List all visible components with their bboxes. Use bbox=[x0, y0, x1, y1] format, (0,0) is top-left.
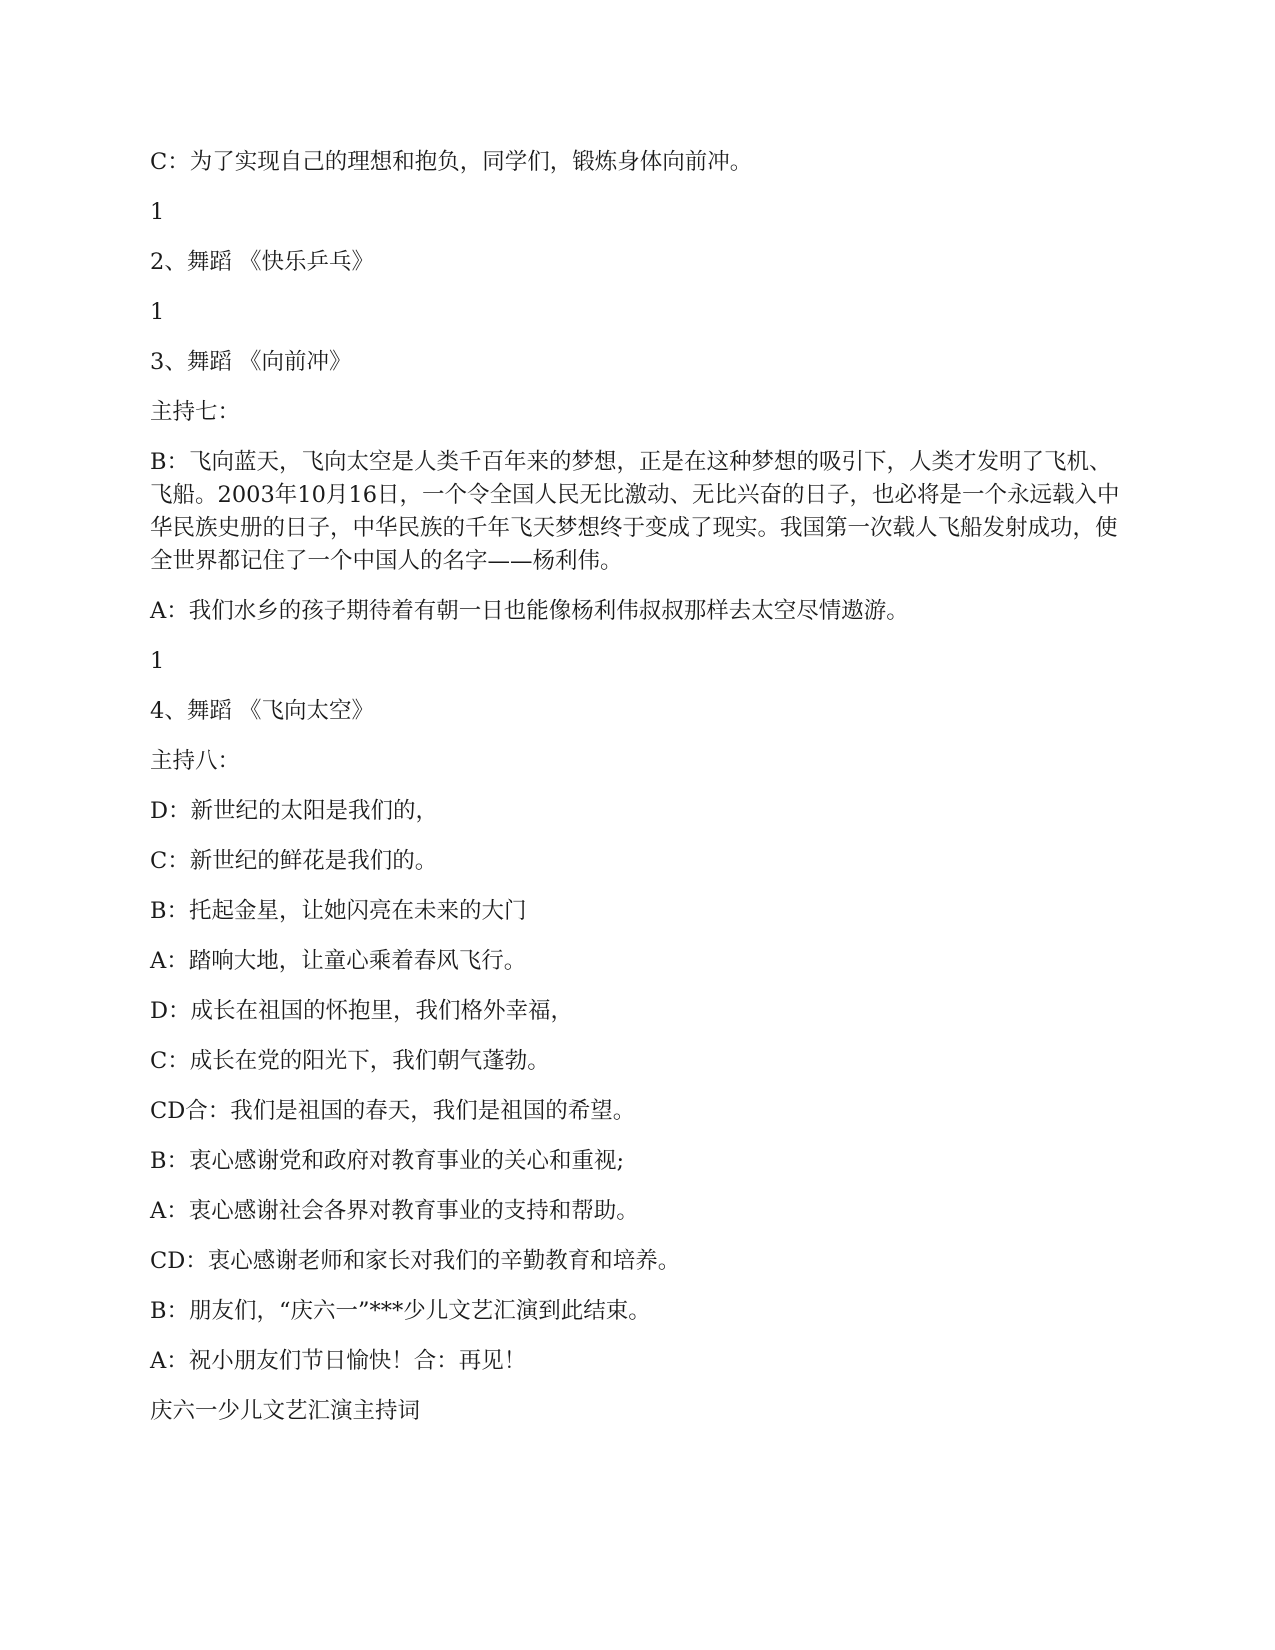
paragraph-d-line: D：成长在祖国的怀抱里，我们格外幸福， bbox=[150, 998, 574, 1024]
page-number: 1 bbox=[150, 199, 165, 225]
paragraph-d-line: D：新世纪的太阳是我们的， bbox=[150, 798, 439, 824]
page-number: 1 bbox=[150, 648, 165, 674]
paragraph-a-line: A：踏响大地，让童心乘着春风飞行。 bbox=[150, 948, 527, 974]
paragraph-cd-together-line: CD合：我们是祖国的春天，我们是祖国的希望。 bbox=[150, 1098, 636, 1124]
document-title: 庆六一少儿文艺汇演主持词 bbox=[150, 1398, 421, 1424]
paragraph-a-farewell: A：祝小朋友们节日愉快！合：再见！ bbox=[150, 1348, 527, 1374]
host-section-8-heading: 主持八： bbox=[150, 748, 241, 774]
paragraph-b-line: B：衷心感谢党和政府对教育事业的关心和重视; bbox=[150, 1148, 625, 1174]
document-body bbox=[150, 146, 1130, 1445]
paragraph-b-closing: B：朋友们，“庆六一”***少儿文艺汇演到此结束。 bbox=[150, 1298, 651, 1324]
paragraph-b-line: B：托起金星，让她闪亮在未来的大门 bbox=[150, 898, 527, 924]
paragraph-a-line: A：衷心感谢社会各界对教育事业的支持和帮助。 bbox=[150, 1198, 639, 1224]
paragraph-b-space-dream: B：飞向蓝天，飞向太空是人类千百年来的梦想，正是在这种梦想的吸引下，人类才发明了飞机、飞船。2003年10月16日，一个令全国人民无比激动、无比兴奋的日子，也必将是一个永远载入中华民族史册的日子，中华民族的千年飞天梦想终于变成了现实。我国第一次载人飞船发射成功，使全世界都记住了一个中国人的名字——杨利伟。 bbox=[150, 449, 1120, 574]
paragraph-c-line: C：为了实现自己的理想和抱负，同学们，锻炼身体向前冲。 bbox=[150, 149, 753, 175]
paragraph-a-line: A：我们水乡的孩子期待着有朝一日也能像杨利伟叔叔那样去太空尽情遨游。 bbox=[150, 598, 909, 624]
paragraph-cd-line: CD：衷心感谢老师和家长对我们的辛勤教育和培养。 bbox=[150, 1248, 681, 1274]
program-item-3: 3、舞蹈 《向前冲》 bbox=[150, 349, 352, 375]
program-item-2: 2、舞蹈 《快乐乒乓》 bbox=[150, 249, 374, 275]
page-number: 1 bbox=[150, 299, 165, 325]
paragraph-c-line: C：新世纪的鲜花是我们的。 bbox=[150, 848, 438, 874]
program-item-4: 4、舞蹈 《飞向太空》 bbox=[150, 698, 374, 724]
host-section-7-heading: 主持七： bbox=[150, 399, 241, 425]
paragraph-c-line: C：成长在党的阳光下，我们朝气蓬勃。 bbox=[150, 1048, 550, 1074]
